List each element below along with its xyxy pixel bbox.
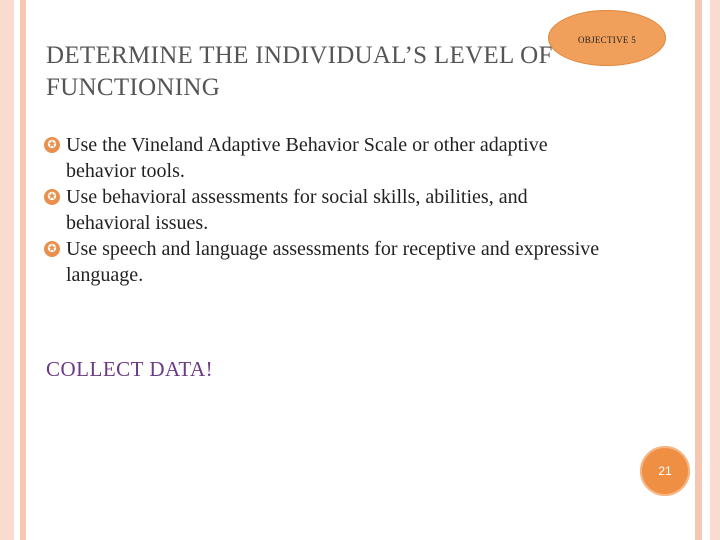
bullet-list <box>44 132 604 288</box>
star-bullet-icon: ✪ <box>44 137 60 153</box>
objective-badge <box>548 10 666 66</box>
left-rule <box>20 0 26 540</box>
right-border <box>710 0 720 540</box>
collect-data-callout: COLLECT DATA! <box>46 357 214 381</box>
bullet-item <box>44 132 604 184</box>
star-bullet-icon: ✪ <box>44 241 60 257</box>
right-rule <box>695 0 702 540</box>
bullet-text: Use the Vineland Adaptive Behavior Scale or other adaptive behavior tools. <box>66 134 548 182</box>
left-border <box>0 0 14 540</box>
bullet-text: Use speech and language assessments for receptive and expressive language. <box>66 238 600 286</box>
star-bullet-icon: ✪ <box>44 189 60 205</box>
objective-badge-label: OBJECTIVE 5 <box>577 35 637 45</box>
bullet-text: Use behavioral assessments for social skills, abilities, and behavioral issues. <box>66 186 528 234</box>
page-number-badge: 21 <box>640 446 690 496</box>
bullet-item <box>44 236 604 288</box>
slide-title: DETERMINE THE INDIVIDUAL’S LEVEL OF FUNCTIONING <box>46 42 553 101</box>
bullet-item <box>44 184 604 236</box>
